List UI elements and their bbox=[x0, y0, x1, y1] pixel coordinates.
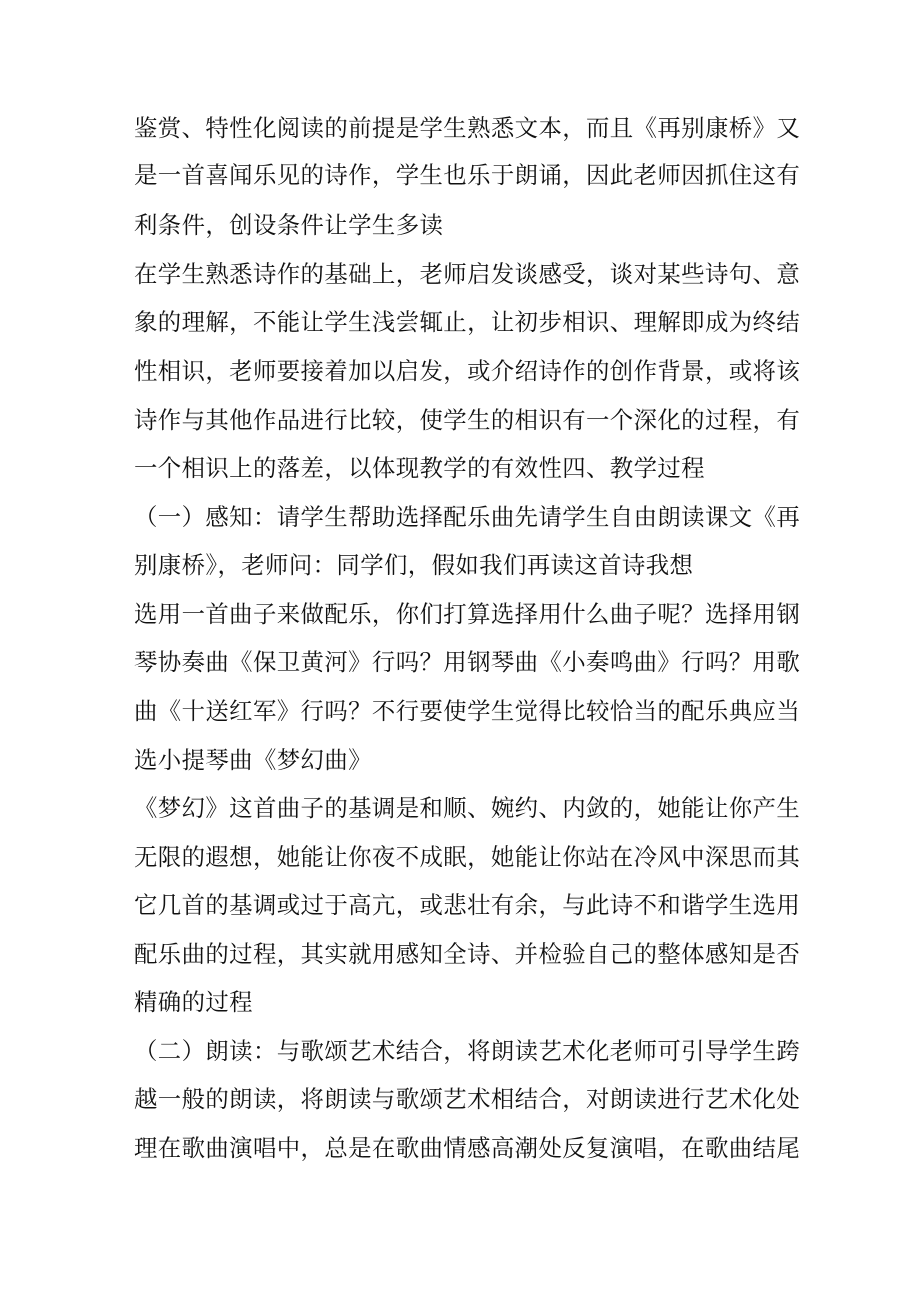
text-line: 配乐曲的过程，其实就用感知全诗、并检验自己的整体感知是否 bbox=[134, 940, 801, 968]
text-line: 是一首喜闻乐见的诗作，学生也乐于朗诵，因此老师因抓住这有 bbox=[134, 161, 801, 189]
text-line: 琴协奏曲《保卫黄河》行吗？用钢琴曲《小奏鸣曲》行吗？用歌 bbox=[134, 648, 801, 676]
text-line: 越一般的朗读，将朗读与歌颂艺术相结合，对朗读进行艺术化处 bbox=[134, 1085, 801, 1113]
text-line: 鉴赏、特性化阅读的前提是学生熟悉文本，而且《再别康桥》又 bbox=[134, 114, 801, 142]
text-line: 理在歌曲演唱中，总是在歌曲情感高潮处反复演唱，在歌曲结尾 bbox=[134, 1134, 801, 1162]
text-line: 性相识，老师要接着加以启发，或介绍诗作的创作背景，或将该 bbox=[134, 357, 801, 385]
text-line: 在学生熟悉诗作的基础上，老师启发谈感受，谈对某些诗句、意 bbox=[134, 260, 801, 288]
text-line: （二）朗读：与歌颂艺术结合，将朗读艺术化老师可引导学生跨 bbox=[134, 1037, 801, 1065]
text-line: 选小提琴曲《梦幻曲》 bbox=[134, 746, 372, 774]
text-line: 象的理解，不能让学生浅尝辄止，让初步相识、理解即成为终结 bbox=[134, 308, 801, 336]
text-line: 它几首的基调或过于高亢，或悲壮有余，与此诗不和谐学生选用 bbox=[134, 891, 801, 919]
text-line: 诗作与其他作品进行比较，使学生的相识有一个深化的过程，有 bbox=[134, 406, 801, 434]
text-line: 《梦幻》这首曲子的基调是和顺、婉约、内敛的，她能让你产生 bbox=[134, 794, 801, 822]
text-line: 曲《十送红军》行吗？不行要使学生觉得比较恰当的配乐典应当 bbox=[134, 697, 801, 725]
text-line: 利条件，创设条件让学生多读 bbox=[134, 211, 444, 239]
text-line: 别康桥》，老师问：同学们，假如我们再读这首诗我想 bbox=[134, 551, 694, 579]
text-line: 一个相识上的落差，以体现教学的有效性四、教学过程 bbox=[134, 454, 705, 482]
text-line: 无限的遐想，她能让你夜不成眠，她能让你站在冷风中深思而其 bbox=[134, 843, 801, 871]
text-line: （一）感知：请学生帮助选择配乐曲先请学生自由朗读课文《再 bbox=[134, 503, 801, 531]
text-line: 精确的过程 bbox=[134, 988, 253, 1016]
text-line: 选用一首曲子来做配乐，你们打算选择用什么曲子呢？选择用钢 bbox=[134, 600, 801, 628]
